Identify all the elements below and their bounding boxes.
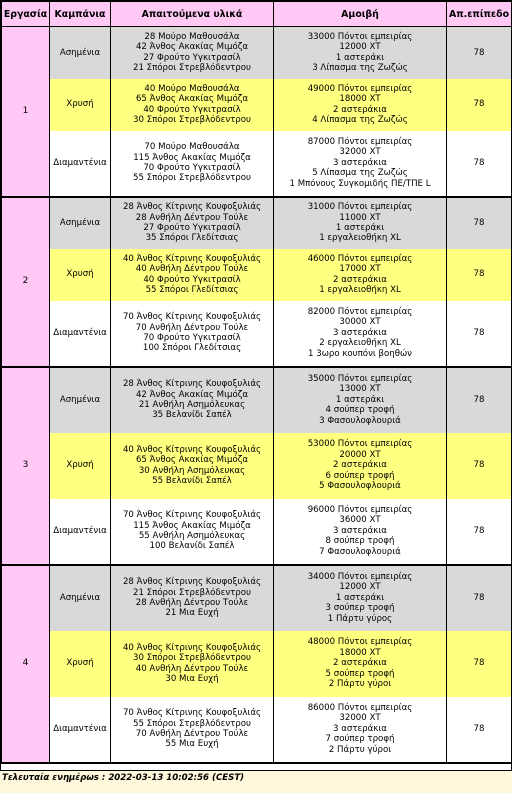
material-item: 30 Ανθήλη Ασημόλευκας xyxy=(138,465,246,476)
reward-cell xyxy=(274,79,447,131)
header-level: Απ.επίπεδο xyxy=(447,2,512,27)
reward-item: 3 αστεράκια xyxy=(333,157,387,168)
reward-item: 1 εργαλειοθήκη XL xyxy=(319,284,401,295)
materials-cell xyxy=(111,433,274,499)
material-item: 70 Άνθος Κίτρινης Κουφοξυλιάς xyxy=(122,312,262,323)
reward-item: 5 Λίπασμα της Ζωζώς xyxy=(312,168,408,179)
campaign-name: Διαμαντένια xyxy=(50,301,111,367)
campaign-name: Χρυσή xyxy=(50,631,111,697)
material-item: 115 Άνθος Ακακίας Μιμόζα xyxy=(133,520,251,531)
material-item: 28 Άνθος Κίτρινης Κουφοξυλιάς xyxy=(122,202,262,213)
reward-item: 82000 Πόντοι εμπειρίας xyxy=(307,306,413,317)
materials-cell xyxy=(111,131,274,197)
campaign-name: Χρυσή xyxy=(50,433,111,499)
task-number: 3 xyxy=(2,367,50,565)
material-item: 40 Φρούτο Υγκιτρασίλ xyxy=(143,274,241,285)
required-level: 78 xyxy=(447,631,512,697)
reward-cell xyxy=(274,697,447,763)
reward-item: 5 σούπερ τροφή xyxy=(325,668,395,679)
campaign-name: Ασημένια xyxy=(50,197,111,249)
reward-cell xyxy=(274,367,447,433)
reward-item: 3 αστεράκια xyxy=(333,525,387,536)
material-item: 70 Φρούτο Υγκιτρασίλ xyxy=(143,333,241,343)
reward-item: 2 αστεράκια xyxy=(333,274,387,285)
reward-cell xyxy=(274,197,447,249)
materials-cell xyxy=(111,499,274,565)
material-item: 100 Βελανίδι Σαπέλ xyxy=(149,541,235,552)
required-level: 78 xyxy=(447,27,512,79)
campaign-name: Ασημένια xyxy=(50,565,111,631)
material-item: 28 Άνθος Κίτρινης Κουφοξυλιάς xyxy=(122,379,262,390)
table-row xyxy=(2,631,512,697)
material-item: 28 Ανθήλη Δέντρου Τούλε xyxy=(135,598,249,608)
material-item: 40 Άνθος Κίτρινης Κουφοξυλιάς xyxy=(122,444,262,455)
campaign-name: Ασημένια xyxy=(50,367,111,433)
required-level: 78 xyxy=(447,565,512,631)
material-item: 21 Σπόροι Στρεβλόδεντρου xyxy=(133,587,251,598)
reward-item: 18000 ΧΤ xyxy=(339,647,381,658)
reward-item: 2 αστεράκια xyxy=(333,104,387,115)
reward-item: 7 Φασουλοφλουριά xyxy=(319,546,401,557)
required-level: 78 xyxy=(447,131,512,197)
material-item: 70 Ανθήλη Δέντρου Τούλε xyxy=(135,729,249,739)
materials-cell xyxy=(111,367,274,433)
materials-cell xyxy=(111,249,274,301)
material-item: 42 Άνθος Ακακίας Μιμόζα xyxy=(135,389,249,400)
reward-item: 17000 ΧΤ xyxy=(339,264,381,275)
material-item: 42 Άνθος Ακακίας Μιμόζα xyxy=(135,42,249,53)
table-row xyxy=(2,367,512,433)
reward-item: 1 αστεράκι xyxy=(335,223,385,233)
material-item: 70 Φρούτο Υγκιτρασίλ xyxy=(143,163,241,173)
campaign-name: Ασημένια xyxy=(50,27,111,79)
reward-item: 1 αστεράκι xyxy=(335,592,385,603)
required-level: 78 xyxy=(447,197,512,249)
reward-item: 46000 Πόντοι εμπειρίας xyxy=(307,253,413,264)
reward-item: 4 σούπερ τροφή xyxy=(325,405,395,416)
quests-table xyxy=(1,1,512,764)
materials-cell xyxy=(111,27,274,79)
reward-item: 8 σούπερ τροφή xyxy=(325,536,395,547)
reward-cell xyxy=(274,131,447,197)
material-item: 35 Βελανίδι Σαπέλ xyxy=(152,410,232,421)
reward-item: 96000 Πόντοι εμπειρίας xyxy=(307,504,413,515)
reward-cell xyxy=(274,631,447,697)
reward-item: 34000 Πόντοι εμπειρίας xyxy=(307,571,413,582)
material-item: 65 Άνθος Ακακίας Μιμόζα xyxy=(135,455,249,466)
reward-item: 30000 ΧΤ xyxy=(339,317,381,328)
material-item: 28 Ανθήλη Δέντρου Τούλε xyxy=(135,212,249,223)
material-item: 21 Σπόροι Στρεβλόδεντρου xyxy=(133,63,251,74)
reward-item: 32000 ΧΤ xyxy=(339,147,381,158)
campaign-name: Χρυσή xyxy=(50,79,111,131)
reward-item: 6 σούπερ τροφή xyxy=(325,470,395,481)
materials-cell xyxy=(111,565,274,631)
material-item: 55 Σπόροι Στρεβλόδεντρου xyxy=(133,718,251,729)
material-item: 27 Φρούτο Υγκιτρασίλ xyxy=(143,52,241,63)
material-item: 100 Σπόροι Γλεδίτσιας xyxy=(142,343,242,354)
header-reward: Αμοιβή xyxy=(274,2,447,27)
required-level: 78 xyxy=(447,79,512,131)
material-item: 21 Μια Ευχή xyxy=(165,608,219,619)
material-item: 55 Ανθήλη Ασημόλευκας xyxy=(138,531,246,541)
reward-item: 13000 ΧΤ xyxy=(339,384,381,395)
material-item: 30 Σπόροι Στρεβλόδεντρου xyxy=(133,653,251,664)
header-row xyxy=(2,2,512,27)
reward-cell xyxy=(274,565,447,631)
reward-cell xyxy=(274,249,447,301)
material-item: 30 Σπόροι Στρεβλόδεντρου xyxy=(133,114,251,125)
material-item: 70 Ανθήλη Δέντρου Τούλε xyxy=(135,322,249,333)
required-level: 78 xyxy=(447,249,512,301)
table-row xyxy=(2,301,512,367)
reward-item: 87000 Πόντοι εμπειρίας xyxy=(307,136,413,147)
reward-item: 4 Λίπασμα της Ζωζώς xyxy=(312,114,408,125)
reward-item: 2 Πάρτυ γύροι xyxy=(328,744,392,755)
campaign-name: Διαμαντένια xyxy=(50,131,111,197)
header-task: Εργασία xyxy=(2,2,50,27)
reward-item: 1 αστεράκι xyxy=(335,394,385,405)
table-row xyxy=(2,499,512,565)
reward-item: 1 Πάρτυ γύρος xyxy=(327,613,393,624)
reward-item: 3 σούπερ τροφή xyxy=(325,603,395,614)
material-item: 70 Άνθος Κίτρινης Κουφοξυλιάς xyxy=(122,510,262,521)
material-item: 115 Άνθος Ακακίας Μιμόζα xyxy=(133,152,251,163)
reward-item: 1 3ωρο κουπόνι βοηθών xyxy=(308,348,412,359)
header-campaign: Καμπάνια xyxy=(50,2,111,27)
material-item: 21 Ανθήλη Ασημόλευκας xyxy=(138,400,246,410)
reward-item: 1 εργαλειοθήκη XL xyxy=(319,233,401,244)
table-row xyxy=(2,27,512,79)
material-item: 65 Άνθος Ακακίας Μιμόζα xyxy=(135,94,249,105)
material-item: 40 Άνθος Κίτρινης Κουφοξυλιάς xyxy=(122,642,262,653)
materials-cell xyxy=(111,301,274,367)
material-item: 30 Μια Ευχή xyxy=(165,673,219,684)
reward-item: 7 σούπερ τροφή xyxy=(325,734,395,745)
task-number: 4 xyxy=(2,565,50,763)
table-row xyxy=(2,433,512,499)
campaign-name: Διαμαντένια xyxy=(50,697,111,763)
reward-item: 3 αστεράκια xyxy=(333,723,387,734)
reward-item: 12000 ΧΤ xyxy=(339,42,381,53)
reward-item: 2 εργαλειοθήκη XL xyxy=(319,338,401,349)
material-item: 28 Μούρο Μαθουσάλα xyxy=(144,31,240,42)
reward-item: 53000 Πόντοι εμπειρίας xyxy=(307,439,413,450)
reward-cell xyxy=(274,301,447,367)
reward-item: 5 Φασουλοφλουριά xyxy=(319,481,401,492)
reward-item: 49000 Πόντοι εμπειρίας xyxy=(307,83,413,94)
reward-item: 31000 Πόντοι εμπειρίας xyxy=(307,202,413,213)
material-item: 55 Σπόροι Γλεδίτσιας xyxy=(145,284,239,295)
header-materials: Απαιτούμενα υλικά xyxy=(111,2,274,27)
table-row xyxy=(2,197,512,249)
reward-item: 20000 ΧΤ xyxy=(339,449,381,460)
reward-item: 86000 Πόντοι εμπειρίας xyxy=(307,702,413,713)
required-level: 78 xyxy=(447,367,512,433)
reward-item: 1 αστεράκι xyxy=(335,52,385,63)
material-item: 40 Φρούτο Υγκιτρασίλ xyxy=(143,104,241,115)
reward-item: 3 Λίπασμα της Ζωζώς xyxy=(312,63,408,74)
material-item: 27 Φρούτο Υγκιτρασίλ xyxy=(143,223,241,233)
reward-item: 3 Φασουλοφλουριά xyxy=(319,415,401,426)
required-level: 78 xyxy=(447,301,512,367)
material-item: 70 Μούρο Μαθουσάλα xyxy=(144,142,240,153)
reward-item: 2 Πάρτυ γύροι xyxy=(328,679,392,690)
reward-item: 35000 Πόντοι εμπειρίας xyxy=(307,373,413,384)
material-item: 55 Σπόροι Στρεβλόδεντρου xyxy=(133,173,251,184)
material-item: 55 Μια Ευχή xyxy=(165,739,219,750)
reward-item: 1 Μπόνους Συγκομιδής ΠΕ/ΤΠΕ L xyxy=(289,178,431,189)
quests-table-body xyxy=(2,27,512,763)
last-updated-text: Τελευταία ενημέρωs : 2022-03-13 10:02:56 (CEST) xyxy=(2,773,245,783)
table-row xyxy=(2,565,512,631)
material-item: 28 Άνθος Κίτρινης Κουφοξυλιάς xyxy=(122,577,262,588)
reward-item: 12000 ΧΤ xyxy=(339,582,381,593)
table-row xyxy=(2,249,512,301)
reward-item: 32000 ΧΤ xyxy=(339,713,381,724)
reward-item: 2 αστεράκια xyxy=(333,658,387,669)
reward-item: 11000 ΧΤ xyxy=(339,212,381,223)
reward-item: 33000 Πόντοι εμπειρίας xyxy=(307,31,413,42)
table-row xyxy=(2,131,512,197)
material-item: 40 Μούρο Μαθουσάλα xyxy=(144,83,240,94)
task-number: 2 xyxy=(2,197,50,367)
table-row xyxy=(2,79,512,131)
reward-item: 36000 ΧΤ xyxy=(339,515,381,526)
task-number: 1 xyxy=(2,27,50,197)
required-level: 78 xyxy=(447,433,512,499)
materials-cell xyxy=(111,697,274,763)
material-item: 40 Ανθήλη Δέντρου Τούλε xyxy=(135,264,249,275)
table-row xyxy=(2,697,512,763)
campaign-name: Χρυσή xyxy=(50,249,111,301)
material-item: 55 Βελανίδι Σαπέλ xyxy=(152,475,232,486)
reward-cell xyxy=(274,433,447,499)
reward-cell xyxy=(274,499,447,565)
required-level: 78 xyxy=(447,697,512,763)
reward-item: 3 αστεράκια xyxy=(333,327,387,338)
materials-cell xyxy=(111,79,274,131)
materials-cell xyxy=(111,631,274,697)
material-item: 40 Άνθος Κίτρινης Κουφοξυλιάς xyxy=(122,253,262,264)
material-item: 70 Άνθος Κίτρινης Κουφοξυλιάς xyxy=(122,708,262,719)
reward-item: 2 αστεράκια xyxy=(333,460,387,471)
reward-item: 48000 Πόντοι εμπειρίας xyxy=(307,637,413,648)
campaign-name: Διαμαντένια xyxy=(50,499,111,565)
required-level: 78 xyxy=(447,499,512,565)
material-item: 40 Ανθήλη Δέντρου Τούλε xyxy=(135,663,249,674)
reward-item: 18000 ΧΤ xyxy=(339,94,381,105)
reward-cell xyxy=(274,27,447,79)
material-item: 35 Σπόροι Γλεδίτσιας xyxy=(145,233,239,244)
materials-cell xyxy=(111,197,274,249)
